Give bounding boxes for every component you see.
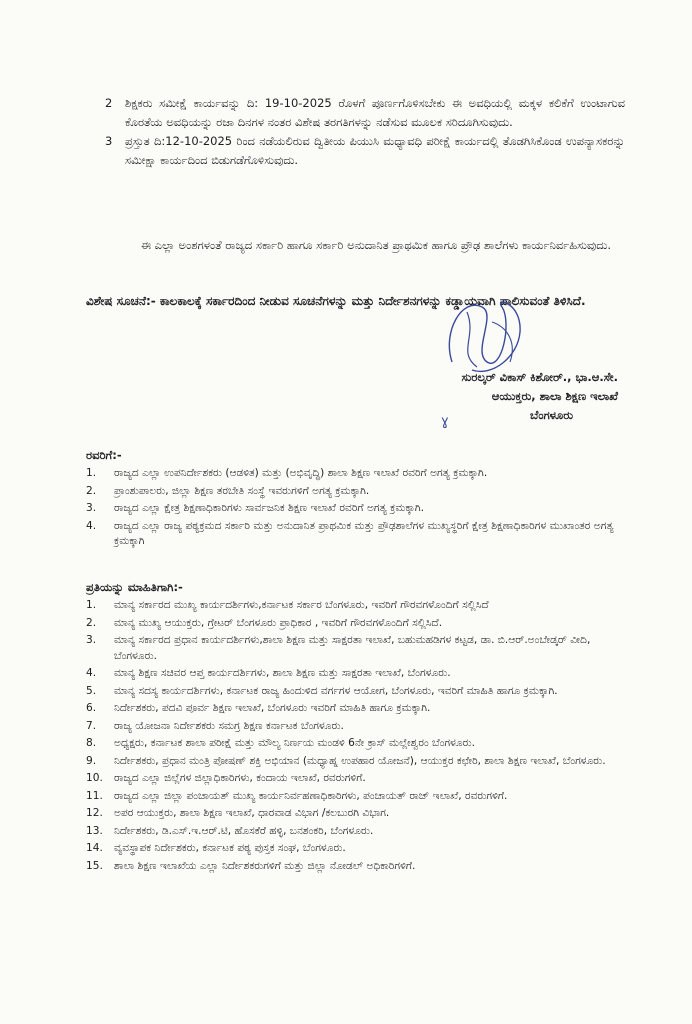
list-item: 11. ರಾಜ್ಯದ ಎಲ್ಲಾ ಜಿಲ್ಲಾ ಪಂಚಾಯತ್ ಮುಖ್ಯ ಕಾರ್ಯನಿರ್ವಹಣಾಧಿಕಾರಿಗಳು, ಪಂಚಾಯತ್ ರಾಜ್ ಇಲಾಖೆ, ರವರುಗಳಿಗೆ. (86, 789, 508, 802)
list-item: 9. ನಿರ್ದೇಶಕರು, ಪ್ರಧಾನ ಮಂತ್ರಿ ಪೋಷಣ್ ಶಕ್ತಿ ಅಭಿಯಾನ (ಮಧ್ಯಾಹ್ನ ಉಪಹಾರ ಯೋಜನೆ), ಆಯುಕ್ತರ ಕಛೇರಿ, ಶಾಲಾ ಶಿಕ್ಷಣ ಇಲಾಖೆ, ಬೆಂಗಳೂರು. (86, 754, 606, 767)
list-item: 13. ನಿರ್ದೇಶಕರು, ಡಿ.ಎಸ್.ಇ.ಆರ್.ಟಿ, ಹೊಸಕೆರೆ ಹಳ್ಳಿ, ಬನಶಂಕರಿ, ಬೆಂಗಳೂರು. (86, 824, 374, 837)
top-instruction-list (105, 94, 625, 170)
list-item: 1. ಮಾನ್ಯ ಸರ್ಕಾರದ ಮುಖ್ಯ ಕಾರ್ಯದರ್ಶಿಗಳು,ಕರ್ನಾಟಕ ಸರ್ಕಾರ ಬೆಂಗಳೂರು, ಇವರಿಗೆ ಗೌರವಗಳೊಂದಿಗೆ ಸಲ್ಲಿಸಿದೆ (86, 599, 489, 611)
list-item: 6. ನಿರ್ದೇಶಕರು, ಪದವಿ ಪೂರ್ವ ಶಿಕ್ಷಣ ಇಲಾಖೆ, ಬೆಂಗಳೂರು ಇವರಿಗೆ ಮಾಹಿತಿ ಹಾಗೂ ಕ್ರಮಕ್ಕಾಗಿ. (86, 702, 431, 714)
list-item: 10. ರಾಜ್ಯದ ಎಲ್ಲಾ ಜಿಲ್ಲೆಗಳ ಜಿಲ್ಲಾಧಿಕಾರಿಗಳು, ಕಂದಾಯ ಇಲಾಖೆ, ರವರುಗಳಿಗೆ. (86, 772, 366, 784)
list-item: 4. ಮಾನ್ಯ ಶಿಕ್ಷಣ ಸಚಿವರ ಆಪ್ತ ಕಾರ್ಯದರ್ಶಿಗಳು, ಶಾಲಾ ಶಿಕ್ಷಣ ಮತ್ತು ಸಾಕ್ಷರತಾ ಇಲಾಖೆ, ಬೆಂಗಳೂರು. (86, 667, 451, 679)
applicability-paragraph: ಈ ಎಲ್ಲಾ ಅಂಶಗಳಂತೆ ರಾಜ್ಯದ ಸರ್ಕಾರಿ ಹಾಗೂ ಸರ್ಕಾರಿ ಅನುದಾನಿತ ಪ್ರಾಥಮಿಕ ಹಾಗೂ ಪ್ರೌಢ ಶಾಲೆಗಳು ಕಾರ್ಯನಿರ್ವಹಿಸುವುದು. (141, 238, 612, 252)
copy-heading: ಪ್ರತಿಯನ್ನು ಮಾಹಿತಿಗಾಗಿ:- (86, 580, 183, 594)
instruction-item-3: 3 ಪ್ರಸ್ತುತ ದಿ:12-10-2025 ರಿಂದ ನಡೆಯಲಿರುವ ದ್ವಿತೀಯ ಪಿಯುಸಿ ಮಧ್ಯಾವಧಿ ಪರೀಕ್ಷೆ ಕಾರ್ಯದಲ್ಲಿ ತೊಡಗಿಸಿಕೊಂಡ ಉಪನ್ಯಾಸಕರನ್ನು ಸಮೀಕ್ಷಾ ಕಾರ್ಯದಿಂದ ಬಿಡುಗಡೆಗೊಳಿಸುವುದು. (105, 134, 625, 167)
list-item: 8. ಅಧ್ಯಕ್ಷರು, ಕರ್ನಾಟಕ ಶಾಲಾ ಪರೀಕ್ಷೆ ಮತ್ತು ಮೌಲ್ಯ ನಿರ್ಣಯ ಮಂಡಳಿ 6ನೇ ಕ್ರಾಸ್ ಮಲ್ಲೇಶ್ವರಂ ಬೆಂಗಳೂರು. (86, 737, 475, 749)
list-item: 4. ರಾಜ್ಯದ ಎಲ್ಲಾ ರಾಜ್ಯ ಪಠ್ಯಕ್ರಮದ ಸರ್ಕಾರಿ ಮತ್ತು ಅನುದಾನಿತ ಪ್ರಾಥಮಿಕ ಮತ್ತು ಪ್ರೌಢಶಾಲೆಗಳ ಮುಖ್ಯಸ್ಥರಿಗೆ ಕ್ಷೇತ್ರ ಶಿಕ್ಷಣಾಧಿಕಾರಿಗಳ ಮುಖಾಂತರ ಅಗತ್ಯ ಕ್ರಮಕ್ಕಾಗಿ (86, 519, 614, 547)
special-note: ವಿಶೇಷ ಸೂಚನೆ:- ಕಾಲಕಾಲಕ್ಕೆ ಸರ್ಕಾರದಿಂದ ನೀಡುವ ಸೂಚನೆಗಳನ್ನು ಮತ್ತು ನಿರ್ದೇಶನಗಳನ್ನು ಕಡ್ಡಾಯವಾಗಿ ಪಾಲಿಸುವಂತೆ ತಿಳಿಸಿದೆ. (86, 294, 586, 308)
signatory-name: ಸುರಲ್ಕರ್ ವಿಕಾಸ್ ಕಿಶೋರ್., ಭಾ.ಆ.ಸೇ. (461, 370, 618, 384)
to-heading: ರವರಿಗೆ:- (86, 448, 122, 462)
list-item: 7. ರಾಜ್ಯ ಯೋಜನಾ ನಿರ್ದೇಶಕರು ಸಮಗ್ರ ಶಿಕ್ಷಣ ಕರ್ನಾಟಕ ಬೆಂಗಳೂರು. (86, 719, 344, 732)
copy-list (86, 598, 626, 876)
list-item: 3. ರಾಜ್ಯದ ಎಲ್ಲಾ ಕ್ಷೇತ್ರ ಶಿಕ್ಷಣಾಧಿಕಾರಿಗಳು ಸಾರ್ವಜನಿಕ ಶಿಕ್ಷಣ ಇಲಾಖೆ ರವರಿಗೆ ಅಗತ್ಯ ಕ್ರಮಕ್ಕಾಗಿ. (86, 502, 425, 514)
list-item: 2. ಮಾನ್ಯ ಮುಖ್ಯ ಆಯುಕ್ತರು, ಗ್ರೇಟರ್ ಬೆಂಗಳೂರು ಪ್ರಾಧಿಕಾರ , ಇವರಿಗೆ ಗೌರವಗಳೊಂದಿಗೆ ಸಲ್ಲಿಸಿದೆ. (86, 616, 443, 629)
list-item: 5. ಮಾನ್ಯ ಸದಸ್ಯ ಕಾರ್ಯದರ್ಶಿಗಳು, ಕರ್ನಾಟಕ ರಾಜ್ಯ ಹಿಂದುಳಿದ ವರ್ಗಗಳ ಆಯೋಗ, ಬೆಂಗಳೂರು, ಇವರಿಗೆ ಮಾಹಿತಿ ಹಾಗೂ ಕ್ರಮಕ್ಕಾಗಿ. (86, 684, 558, 697)
signature-block (370, 368, 618, 425)
list-item: 15. ಶಾಲಾ ಶಿಕ್ಷಣ ಇಲಾಖೆಯ ಎಲ್ಲಾ ನಿರ್ದೇಶಕರುಗಳಿಗೆ ಮತ್ತು ಜಿಲ್ಲಾ ನೋಡಲ್ ಅಧಿಕಾರಿಗಳಿಗೆ. (86, 859, 416, 872)
signatory-designation: ಆಯುಕ್ತರು, ಶಾಲಾ ಶಿಕ್ಷಣ ಇಲಾಖೆ (491, 389, 618, 403)
list-item: 12. ಅಪರ ಆಯುಕ್ತರು, ಶಾಲಾ ಶಿಕ್ಷಣ ಇಲಾಖೆ, ಧಾರವಾಡ ವಿಭಾಗ /ಕಲಬುರಗಿ ವಿಭಾಗ. (86, 807, 390, 819)
to-list (86, 466, 626, 552)
instruction-item-2: 2 ಶಿಕ್ಷಕರು ಸಮೀಕ್ಷೆ ಕಾರ್ಯವನ್ನು ದಿ: 19-10-2025 ರೊಳಗೆ ಪೂರ್ಣಗೊಳಿಸಬೇಕು ಈ ಅವಧಿಯಲ್ಲಿ ಮಕ್ಕಳ ಕಲಿಕೆಗೆ ಉಂಟಾಗುವ ಕೊರತೆಯ ಅವಧಿಯನ್ನು ರಜಾ ದಿನಗಳ ನಂತರ ವಿಶೇಷ ತರಗತಿಗಳನ್ನು ನಡೆಸುವ ಮೂಲಕ ಸರಿದೂಗಿಸುವುದು. (105, 96, 625, 129)
list-item: 14. ವ್ಯವಸ್ಥಾಪಕ ನಿರ್ದೇಶಕರು, ಕರ್ನಾಟಕ ಪಠ್ಯ ಪುಸ್ತಕ ಸಂಘ, ಬೆಂಗಳೂರು. (86, 842, 346, 854)
signatory-place: ಬೆಂಗಳೂರು (530, 408, 573, 422)
handwritten-initial-icon: ɣ (441, 414, 449, 429)
list-item: 2. ಪ್ರಾಂಶುಪಾಲರು, ಜಿಲ್ಲಾ ಶಿಕ್ಷಣ ತರಬೇತಿ ಸಂಸ್ಥೆ ಇವರುಗಳಿಗೆ ಅಗತ್ಯ ಕ್ರಮಕ್ಕಾಗಿ. (86, 484, 370, 497)
list-item: 1. ರಾಜ್ಯದ ಎಲ್ಲಾ ಉಪನಿರ್ದೇಶಕರು (ಆಡಳಿತ) ಮತ್ತು (ಅಭಿವೃದ್ಧಿ) ಶಾಲಾ ಶಿಕ್ಷಣ ಇಲಾಖೆ ರವರಿಗೆ ಅಗತ್ಯ ಕ್ರಮಕ್ಕಾಗಿ. (86, 467, 488, 479)
list-item: 3. ಮಾನ್ಯ ಸರ್ಕಾರದ ಪ್ರಧಾನ ಕಾರ್ಯದರ್ಶಿಗಳು,ಶಾಲಾ ಶಿಕ್ಷಣ ಮತ್ತು ಸಾಕ್ಷರತಾ ಇಲಾಖೆ, ಬಹುಮಹಡಿಗಳ ಕಟ್ಟಡ, ಡಾ. ಬಿ.ಆರ್.ಅಂಬೇಡ್ಕರ್ ವೀದಿ, ಬೆಂಗಳೂರು. (86, 634, 591, 662)
